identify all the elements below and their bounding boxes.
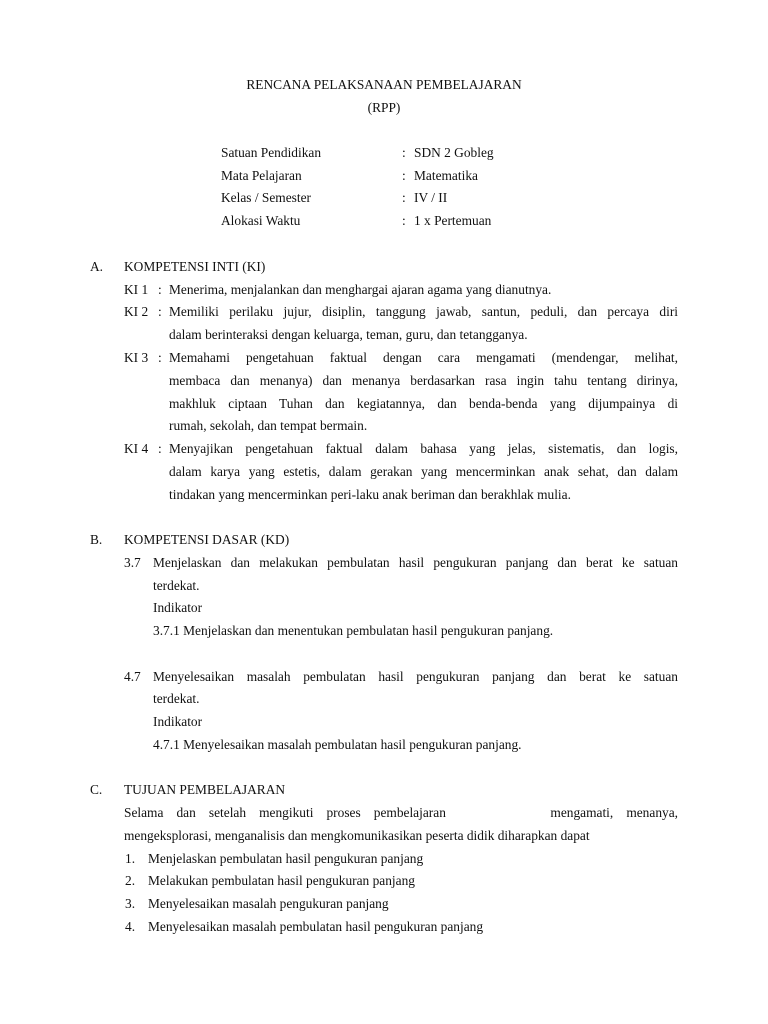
goal-number: 3. xyxy=(125,896,136,911)
section-letter: A. xyxy=(90,259,104,274)
kd-number: 4.7 xyxy=(124,669,141,684)
identity-value: SDN 2 Gobleg xyxy=(414,145,494,160)
intro-text-line: mengeksplorasi, menganalisis dan mengkomunikasikan peserta didik diharapkan dapat xyxy=(124,828,590,843)
indikator-label: Indikator xyxy=(153,600,203,615)
ki-text-line: Menyajikan pengetahuan faktual dalam bahasa yang jelas, sistematis, dan logis, xyxy=(169,441,678,456)
goal-text: Melakukan pembulatan hasil pengukuran panjang xyxy=(148,873,415,888)
identity-value: Matematika xyxy=(414,168,478,183)
ki-text-line: membaca dan menanya) dan menanya berdasarkan rasa ingin tahu tentang dirinya, xyxy=(169,373,678,388)
goal-number: 4. xyxy=(125,919,136,934)
ki-separator: : xyxy=(158,350,162,365)
section-letter: C. xyxy=(90,782,103,797)
ki-text-line: rumah, sekolah, dan tempat bermain. xyxy=(169,418,368,433)
ki-code: KI 2 xyxy=(124,304,149,319)
ki-text-line: Memiliki perilaku jujur, disiplin, tanggung jawab, santun, peduli, dan percaya diri xyxy=(169,304,678,319)
document-subtitle: (RPP) xyxy=(367,100,401,115)
identity-separator: : xyxy=(402,145,406,160)
identity-separator: : xyxy=(402,168,406,183)
ki-code: KI 3 xyxy=(124,350,149,365)
ki-text-line: Memahami pengetahuan faktual dengan cara mengamati (mendengar, melihat, xyxy=(169,350,678,365)
kd-number: 3.7 xyxy=(124,555,141,570)
kd-text-line: Menjelaskan dan melakukan pembulatan hasil pengukuran panjang dan berat ke satuan xyxy=(153,555,678,570)
identity-label: Mata Pelajaran xyxy=(221,168,302,183)
ki-separator: : xyxy=(158,282,162,297)
goal-number: 2. xyxy=(125,873,136,888)
kd-text-line: terdekat. xyxy=(153,691,200,706)
section-heading: KOMPETENSI INTI (KI) xyxy=(124,259,266,274)
section-heading: KOMPETENSI DASAR (KD) xyxy=(124,532,290,547)
indikator-label: Indikator xyxy=(153,714,203,729)
ki-code: KI 1 xyxy=(124,282,149,297)
identity-value: 1 x Pertemuan xyxy=(414,213,492,228)
identity-label: Satuan Pendidikan xyxy=(221,145,322,160)
indikator-text: 4.7.1 Menyelesaikan masalah pembulatan hasil pengukuran panjang. xyxy=(153,737,522,752)
identity-separator: : xyxy=(402,213,406,228)
kd-text-line: terdekat. xyxy=(153,578,200,593)
goal-text: Menjelaskan pembulatan hasil pengukuran panjang xyxy=(148,851,424,866)
ki-text-line: dalam berinteraksi dengan keluarga, teman, guru, dan tetangganya. xyxy=(169,327,528,342)
identity-separator: : xyxy=(402,190,406,205)
ki-text-line: Menerima, menjalankan dan menghargai ajaran agama yang dianutnya. xyxy=(169,282,552,297)
section-letter: B. xyxy=(90,532,103,547)
section-heading: TUJUAN PEMBELAJARAN xyxy=(124,782,286,797)
ki-text-line: tindakan yang mencerminkan peri-laku anak beriman dan berakhlak mulia. xyxy=(169,487,571,502)
identity-value: IV / II xyxy=(414,190,448,205)
ki-separator: : xyxy=(158,441,162,456)
goal-text: Menyelesaikan masalah pembulatan hasil pengukuran panjang xyxy=(148,919,484,934)
ki-separator: : xyxy=(158,304,162,319)
goal-number: 1. xyxy=(125,851,136,866)
ki-text-line: dalam karya yang estetis, dalam gerakan yang mencerminkan anak sehat, dan dalam xyxy=(169,464,678,479)
indikator-text: 3.7.1 Menjelaskan dan menentukan pembulatan hasil pengukuran panjang. xyxy=(153,623,554,638)
document-title: RENCANA PELAKSANAAN PEMBELAJARAN xyxy=(246,77,522,92)
ki-code: KI 4 xyxy=(124,441,149,456)
intro-text-line: Selama dan setelah mengikuti proses pembelajaran mengamati, menanya, xyxy=(124,805,678,820)
identity-label: Alokasi Waktu xyxy=(221,213,301,228)
identity-label: Kelas / Semester xyxy=(221,190,311,205)
kd-text-line: Menyelesaikan masalah pembulatan hasil pengukuran panjang dan berat ke satuan xyxy=(153,669,678,684)
goal-text: Menyelesaikan masalah pengukuran panjang xyxy=(148,896,389,911)
ki-text-line: makhluk ciptaan Tuhan dan kegiatannya, dan benda-benda yang dijumpainya di xyxy=(169,396,678,411)
